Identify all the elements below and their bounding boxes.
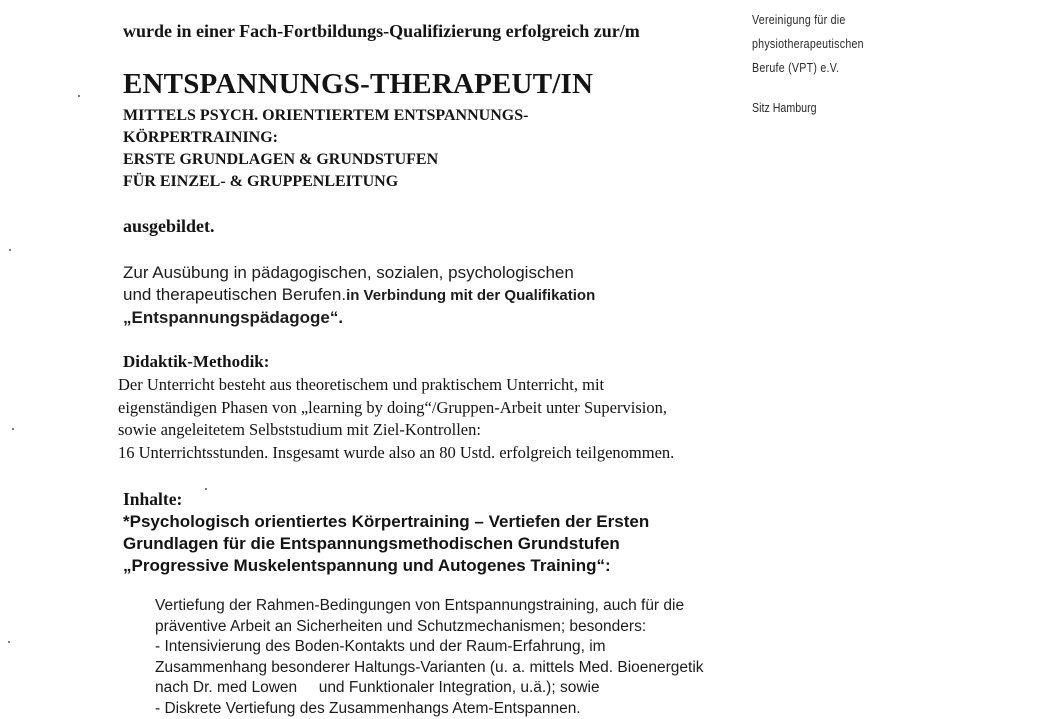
didaktik-heading: Didaktik-Methodik:: [123, 352, 269, 372]
stamp-seat: Sitz Hamburg: [752, 100, 817, 115]
subtitle-line: KÖRPERTRAINING:: [123, 127, 528, 149]
purpose-qualification: „Entspannungspädagoge“.: [123, 307, 595, 329]
stamp-line: Vereinigung für die: [752, 8, 864, 32]
inhalte-sub-line: Grundlagen für die Entspannungsmethodischen Grundstufen: [123, 533, 649, 555]
subtitle-line: ERSTE GRUNDLAGEN & GRUNDSTUFEN: [123, 149, 528, 171]
inhalte-body-line: Zusammenhang besonderer Haltungs-Varianten (u. a. mittels Med. Bioenergetik: [155, 658, 704, 679]
scan-speck: [78, 95, 80, 97]
stamp-line: Berufe (VPT) e.V.: [752, 56, 864, 80]
association-stamp: [752, 8, 864, 80]
inhalte-subheading: [123, 511, 649, 577]
purpose-line: Zur Ausübung in pädagogischen, sozialen, psychologischen: [123, 262, 595, 284]
certificate-subtitle: [123, 105, 528, 193]
stamp-line: physiotherapeutischen: [752, 32, 864, 56]
subtitle-line: MITTELS PSYCH. ORIENTIERTEM ENTSPANNUNGS-: [123, 105, 528, 127]
inhalte-body: [155, 596, 704, 719]
inhalte-body-line: Vertiefung der Rahmen-Bedingungen von Entspannungstraining, auch für die: [155, 596, 704, 617]
didaktik-line: eigenständigen Phasen von „learning by doing“/Gruppen-Arbeit unter Supervision,: [118, 397, 674, 420]
subtitle-line: FÜR EINZEL- & GRUPPENLEITUNG: [123, 171, 528, 193]
purpose-paragraph: [123, 262, 595, 329]
inhalte-body-line: - Diskrete Vertiefung des Zusammenhangs Atem-Entspannen.: [155, 699, 704, 719]
inhalte-heading: Inhalte:: [123, 489, 182, 510]
scan-speck: [9, 249, 11, 251]
scan-speck: [8, 641, 10, 643]
didaktik-paragraph: [118, 374, 674, 464]
inhalte-body-line: nach Dr. med Lowen und Funktionaler Integration, u.ä.); sowie: [155, 678, 704, 699]
inhalte-body-line: - Intensivierung des Boden-Kontakts und der Raum-Erfahrung, im: [155, 637, 704, 658]
purpose-line: [123, 284, 595, 307]
inhalte-sub-line: „Progressive Muskelentspannung und Autogenes Training“:: [123, 555, 649, 577]
didaktik-line: 16 Unterrichtsstunden. Insgesamt wurde also an 80 Ustd. erfolgreich teilgenommen.: [118, 442, 674, 465]
intro-sentence: wurde in einer Fach-Fortbildungs-Qualifizierung erfolgreich zur/m: [123, 21, 640, 42]
ausgebildet-text: ausgebildet.: [123, 216, 215, 237]
didaktik-line: sowie angeleitetem Selbststudium mit Ziel-Kontrollen:: [118, 419, 674, 442]
scan-speck: [12, 428, 14, 430]
certificate-title: ENTSPANNUNGS-THERAPEUT/IN: [123, 68, 593, 101]
purpose-line-bold: in Verbindung mit der Qualifikation: [346, 287, 595, 304]
inhalte-body-line: präventive Arbeit an Sicherheiten und Schutzmechanismen; besonders:: [155, 617, 704, 638]
purpose-line-normal: und therapeutischen Berufen.: [123, 285, 346, 304]
didaktik-line: Der Unterricht besteht aus theoretischem und praktischem Unterricht, mit: [118, 374, 674, 397]
scan-speck: [205, 488, 207, 490]
inhalte-sub-line: *Psychologisch orientiertes Körpertraining – Vertiefen der Ersten: [123, 511, 649, 533]
